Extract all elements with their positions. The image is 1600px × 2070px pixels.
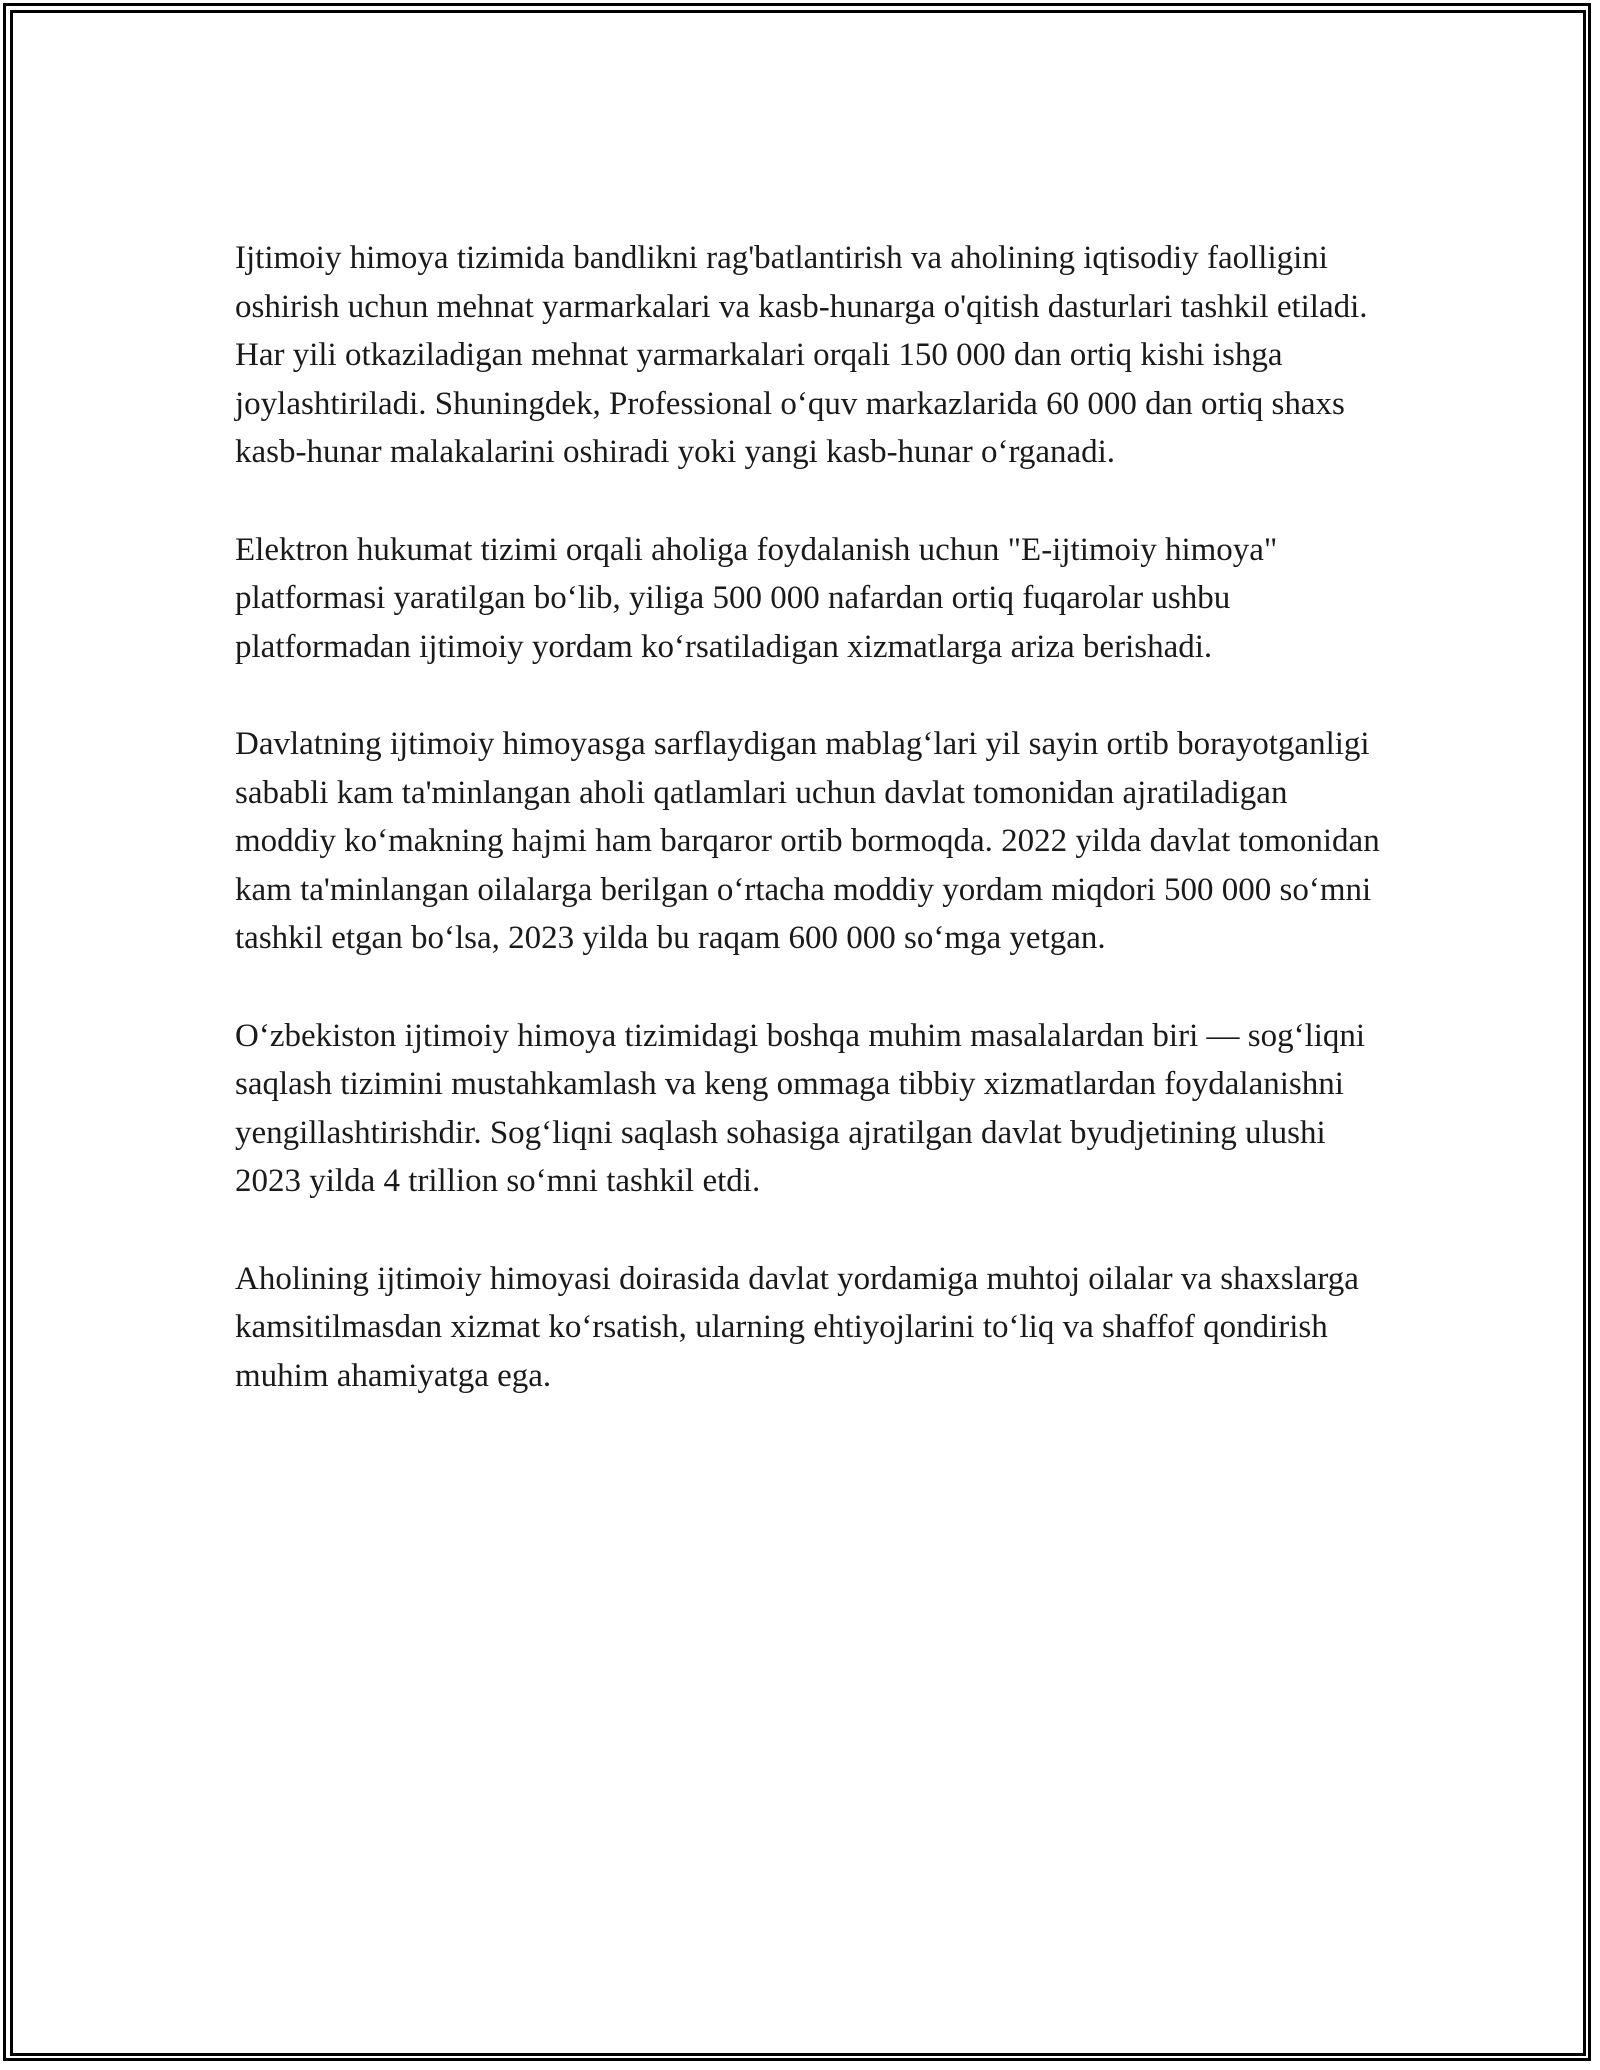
paragraph-employment: Ijtimoiy himoya tizimida bandlikni rag'batlantirish va aholining iqtisodiy faolligini oshirish uchun mehnat yarmarkalari va kasb-hunarga o'qitish dasturlari tashkil etiladi. Har yili otkaziladigan mehnat yarmarkalari orqali 150 000 dan ortiq kishi ishga joylashtiriladi. Shuningdek, Professional o‘quv markazlarida 60 000 dan ortiq shaxs kasb-hunar malakalarini oshiradi yoki yangi kasb-hunar o‘rganadi. bbox=[235, 240, 1368, 470]
paragraph-e-government: Elektron hukumat tizimi orqali aholiga foydalanish uchun "E-ijtimoiy himoya" platformasi yaratilgan bo‘lib, yiliga 500 000 nafardan ortiq fuqarolar ushbu platformadan ijtimoiy yordam ko‘rsatiladigan xizmatlarga ariza berishadi. bbox=[235, 531, 1278, 665]
paragraph-conclusion: Aholining ijtimoiy himoyasi doirasida davlat yordamiga muhtoj oilalar va shaxslarga kamsitilmasdan xizmat ko‘rsatish, ularning ehtiyojlarini to‘liq va shaffof qondirish muhim ahamiyatga ega. bbox=[235, 1260, 1359, 1394]
paragraph-healthcare: O‘zbekiston ijtimoiy himoya tizimidagi boshqa muhim masalalardan biri — sog‘liqni saqlash tizimini mustahkamlash va keng ommaga tibbiy xizmatlardan foydalanishni yengillashtirishdir. Sog‘liqni saqlash sohasiga ajratilgan davlat byudjetining ulushi 2023 yilda 4 trillion so‘mni tashkil etdi. bbox=[235, 1017, 1366, 1199]
paragraph-material-support: Davlatning ijtimoiy himoyasga sarflaydigan mablag‘lari yil sayin ortib borayotganligi sababli kam ta'minlangan aholi qatlamlari uchun davlat tomonidan ajratiladigan moddiy ko‘makning hajmi ham barqaror ortib bormoqda. 2022 yilda davlat tomonidan kam ta'minlangan oilalarga berilgan o‘rtacha moddiy yordam miqdori 500 000 so‘mni tashkil etgan bo‘lsa, 2023 yilda bu raqam 600 000 so‘mga yetgan. bbox=[235, 726, 1380, 956]
document-body bbox=[235, 234, 1395, 1400]
